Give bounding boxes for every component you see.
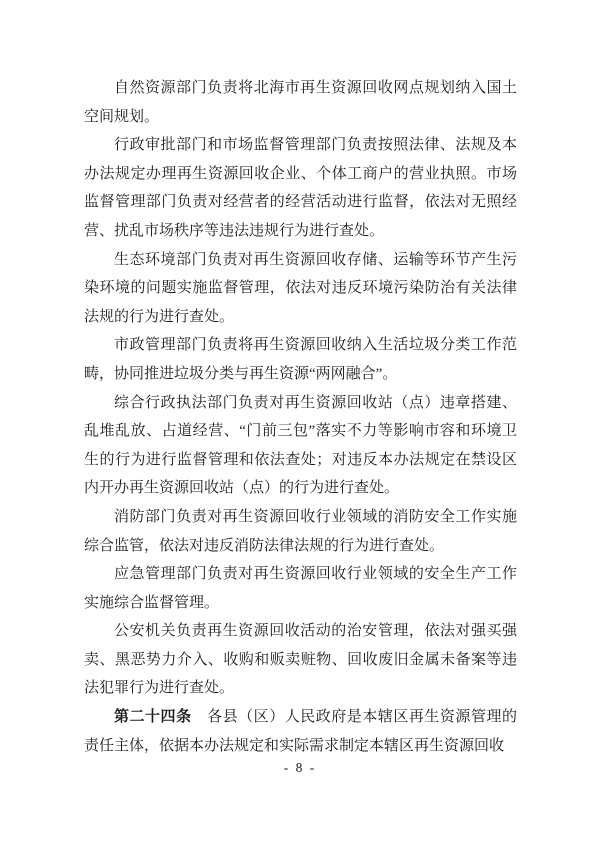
paragraph-7: 应急管理部门负责对再生资源回收行业领域的安全生产工作实施综合监督管理。: [84, 566, 517, 611]
paragraph-9-article-24: [84, 703, 517, 760]
article-text: 各县（区）人民政府是本辖区再生资源管理的责任主体，依据本办法规定和实际需求制定本辖区再生资源回收: [84, 709, 517, 754]
document-body: [84, 74, 517, 760]
paragraph-8: 公安机关负责再生资源回收活动的治安管理，依法对强买强卖、黑恶势力介入、收购和贩卖赃物、回收废旧金属未备案等违法犯罪行为进行查处。: [84, 623, 517, 697]
article-number: 第二十四条: [114, 709, 192, 726]
page-number: - 8 -: [283, 760, 317, 775]
paragraph-3: 生态环境部门负责对再生资源回收存储、运输等环节产生污染环境的问题实施监督管理，依法对违反环境污染防治有关法律法规的行为进行查处。: [84, 251, 517, 325]
paragraph-4: 市政管理部门负责将再生资源回收纳入生活垃圾分类工作范畴，协同推进垃圾分类与再生资源“两网融合”。: [84, 337, 517, 382]
paragraph-6: 消防部门负责对再生资源回收行业领域的消防安全工作实施综合监管，依法对违反消防法律法规的行为进行查处。: [84, 508, 517, 554]
paragraph-5: 综合行政执法部门负责对再生资源回收站（点）违章搭建、乱堆乱放、占道经营、“门前三包”落实不力等影响市容和环境卫生的行为进行监督管理和依法查处；对违反本办法规定在禁设区内开办再生资源回收站（点）的行为进行查处。: [84, 394, 517, 497]
paragraph-1: 自然资源部门负责将北海市再生资源回收网点规划纳入国土空间规划。: [84, 80, 517, 125]
paragraph-2: 行政审批部门和市场监督管理部门负责按照法律、法规及本办法规定办理再生资源回收企业、个体工商户的营业执照。市场监督管理部门负责对经营者的经营活动进行监督，依法对无照经营、扰乱市场秩序等违法违规行为进行查处。: [84, 137, 517, 239]
